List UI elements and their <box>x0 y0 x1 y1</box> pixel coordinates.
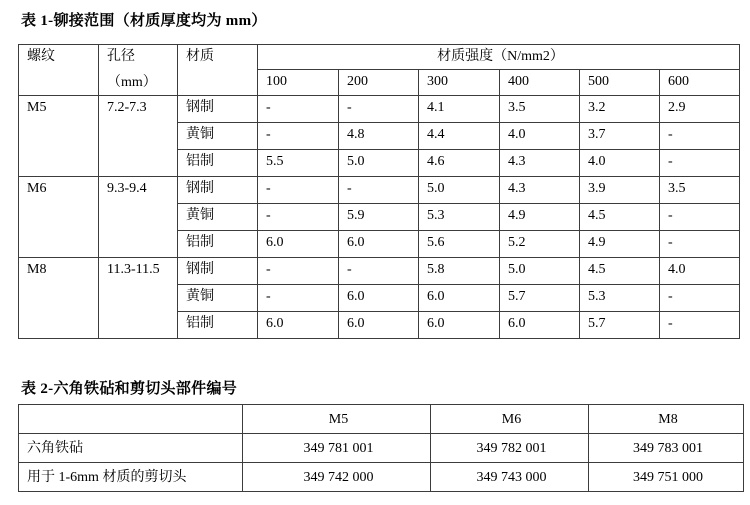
cell-value: - <box>660 231 740 258</box>
cell-value: - <box>258 96 339 123</box>
cell-value: 6.0 <box>339 231 419 258</box>
cell-value: 4.1 <box>419 96 500 123</box>
cell-part-number: 349 742 000 <box>243 463 431 492</box>
col-header-strength: 材质强度（N/mm2） <box>258 45 740 70</box>
cell-value: 5.7 <box>500 285 580 312</box>
col-header-m5: M5 <box>243 405 431 434</box>
table-row <box>19 96 740 123</box>
col-header-hole-diameter <box>99 45 178 96</box>
riveting-range-table <box>18 44 740 339</box>
cell-hole-range: 7.2-7.3 <box>99 96 178 177</box>
cell-material: 黄铜 <box>178 204 258 231</box>
cell-value: 2.9 <box>660 96 740 123</box>
cell-material: 黄铜 <box>178 123 258 150</box>
cell-value: 5.7 <box>580 312 660 339</box>
cell-value: 5.2 <box>500 231 580 258</box>
cell-value: 3.7 <box>580 123 660 150</box>
strength-col-header-200: 200 <box>339 70 419 96</box>
cell-value: - <box>258 285 339 312</box>
cell-value: 5.5 <box>258 150 339 177</box>
cell-value: 5.0 <box>339 150 419 177</box>
table-row <box>19 463 744 492</box>
col-header-m8: M8 <box>589 405 744 434</box>
cell-value: 4.9 <box>500 204 580 231</box>
table2-title: 表 2-六角铁砧和剪切头部件编号 <box>21 381 238 397</box>
table2-header-row <box>19 405 744 434</box>
table1-header-row-1 <box>19 45 740 70</box>
cell-value: 4.4 <box>419 123 500 150</box>
cell-value: 4.5 <box>580 258 660 285</box>
cell-value: 6.0 <box>339 285 419 312</box>
col-header-material: 材质 <box>178 45 258 96</box>
cell-value: - <box>339 177 419 204</box>
cell-value: 3.5 <box>500 96 580 123</box>
cell-value: - <box>258 123 339 150</box>
cell-thread-m5: M5 <box>19 96 99 177</box>
cell-material: 铝制 <box>178 231 258 258</box>
cell-value: 5.0 <box>500 258 580 285</box>
cell-value: - <box>660 123 740 150</box>
table1-title: 表 1-铆接范围（材质厚度均为 mm） <box>21 13 267 29</box>
cell-value: 5.6 <box>419 231 500 258</box>
hole-header-line2: （mm） <box>107 75 157 90</box>
cell-part-number: 349 782 001 <box>431 434 589 463</box>
cell-value: 5.9 <box>339 204 419 231</box>
cell-thread-m8: M8 <box>19 258 99 339</box>
cell-value: 3.5 <box>660 177 740 204</box>
cell-value: - <box>660 204 740 231</box>
strength-col-header-600: 600 <box>660 70 740 96</box>
cell-value: - <box>339 258 419 285</box>
cell-material: 铝制 <box>178 150 258 177</box>
cell-value: 5.8 <box>419 258 500 285</box>
col-header-thread: 螺纹 <box>19 45 99 96</box>
cell-part-number: 349 743 000 <box>431 463 589 492</box>
cell-material: 钢制 <box>178 96 258 123</box>
cell-part-number: 349 751 000 <box>589 463 744 492</box>
cell-value: - <box>339 96 419 123</box>
hole-header-line1: 孔径 <box>107 49 135 64</box>
cell-material: 黄铜 <box>178 285 258 312</box>
cell-value: - <box>660 150 740 177</box>
cell-hole-range: 11.3-11.5 <box>99 258 178 339</box>
cell-value: 6.0 <box>339 312 419 339</box>
cell-value: 4.0 <box>660 258 740 285</box>
cell-value: 4.8 <box>339 123 419 150</box>
cell-value: 4.3 <box>500 150 580 177</box>
cell-value: 4.3 <box>500 177 580 204</box>
cell-value: 3.9 <box>580 177 660 204</box>
cell-value: 6.0 <box>258 312 339 339</box>
cell-value: - <box>660 285 740 312</box>
cell-value: - <box>660 312 740 339</box>
cell-value: 5.3 <box>580 285 660 312</box>
table-row <box>19 434 744 463</box>
cell-thread-m6: M6 <box>19 177 99 258</box>
cell-value: 6.0 <box>500 312 580 339</box>
cell-value: 5.0 <box>419 177 500 204</box>
cell-value: - <box>258 177 339 204</box>
strength-col-header-400: 400 <box>500 70 580 96</box>
corner-cell <box>19 405 243 434</box>
cell-value: 6.0 <box>419 312 500 339</box>
strength-col-header-100: 100 <box>258 70 339 96</box>
cell-hole-range: 9.3-9.4 <box>99 177 178 258</box>
cell-material: 钢制 <box>178 258 258 285</box>
part-number-table <box>18 404 744 492</box>
cell-value: 4.9 <box>580 231 660 258</box>
cell-part-number: 349 783 001 <box>589 434 744 463</box>
table-row <box>19 258 740 285</box>
cell-value: 4.0 <box>500 123 580 150</box>
row-label-anvil: 六角铁砧 <box>19 434 243 463</box>
col-header-m6: M6 <box>431 405 589 434</box>
cell-value: - <box>258 204 339 231</box>
cell-value: 3.2 <box>580 96 660 123</box>
table-row <box>19 177 740 204</box>
strength-col-header-300: 300 <box>419 70 500 96</box>
cell-value: 4.6 <box>419 150 500 177</box>
cell-value: 6.0 <box>419 285 500 312</box>
strength-col-header-500: 500 <box>580 70 660 96</box>
cell-value: 4.0 <box>580 150 660 177</box>
cell-part-number: 349 781 001 <box>243 434 431 463</box>
cell-material: 钢制 <box>178 177 258 204</box>
cell-value: 4.5 <box>580 204 660 231</box>
cell-material: 铝制 <box>178 312 258 339</box>
cell-value: - <box>258 258 339 285</box>
cell-value: 5.3 <box>419 204 500 231</box>
cell-value: 6.0 <box>258 231 339 258</box>
row-label-shear-head: 用于 1-6mm 材质的剪切头 <box>19 463 243 492</box>
